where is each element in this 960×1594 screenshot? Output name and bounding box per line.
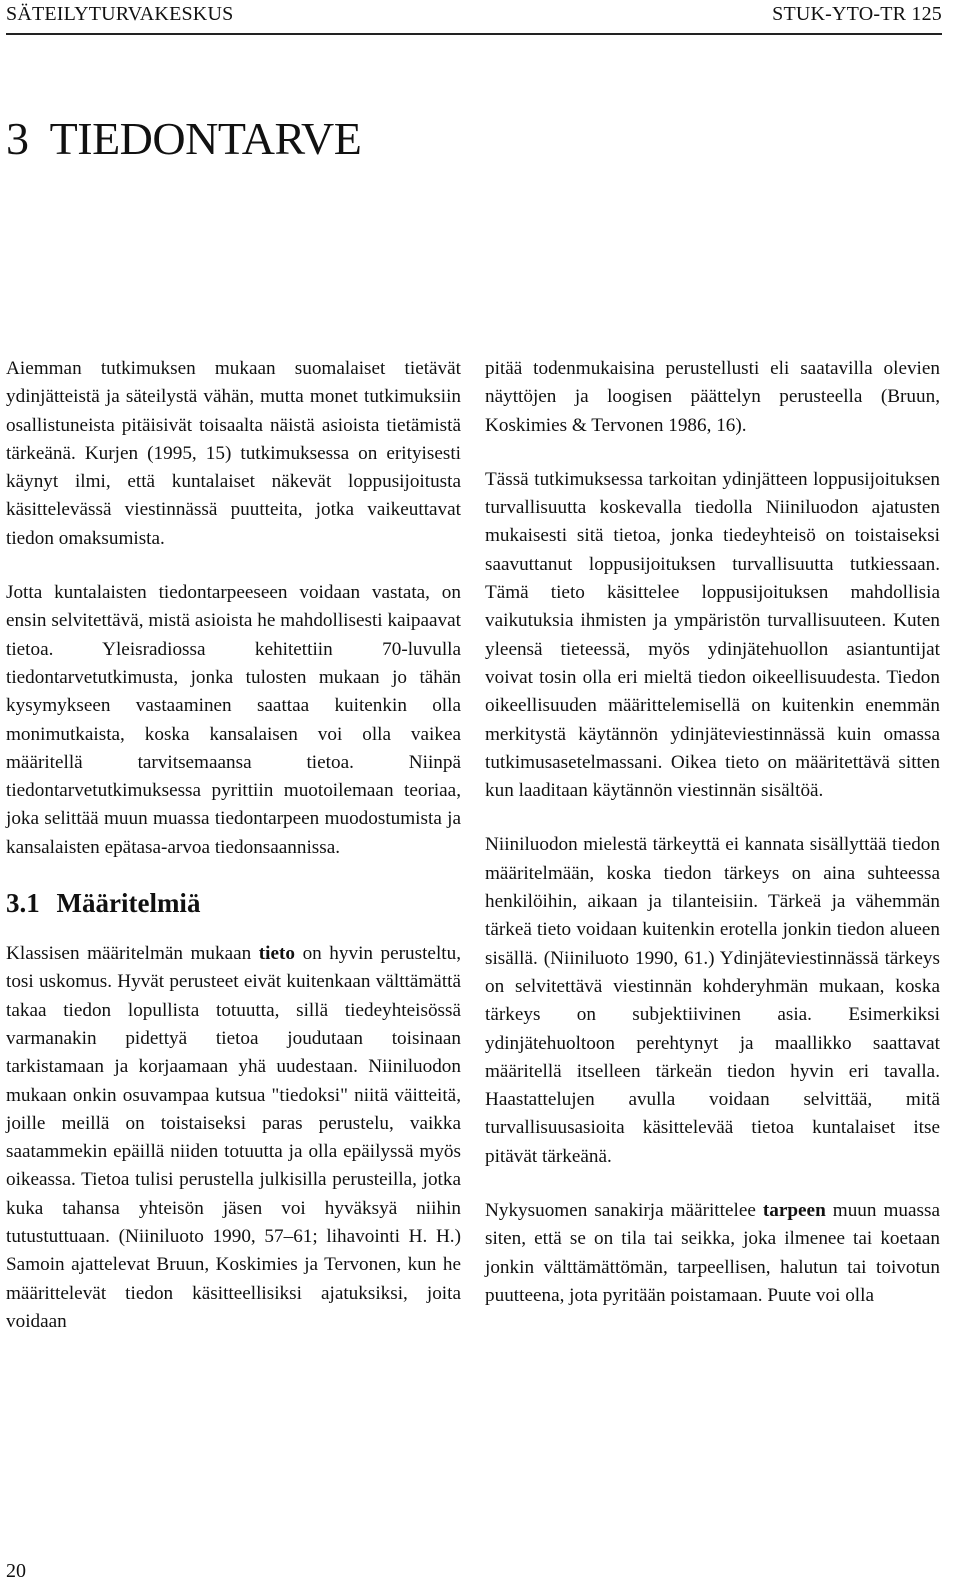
- paragraph: Aiemman tutkimuksen mukaan suomalaiset tietävät ydinjätteistä ja säteilystä vähän, mutta monet tutkimuksiin osallistuneista pitäisivät toisaalta näistä asioista tietämistä tärkeänä. Kurjen (1995, 15) tutkimuksessa on erityisesti käynyt ilmi, että kuntalaiset näkevät loppusijoitusta käsittelevässä viestinnässä puutteita, jotka vaikeuttavat tiedon omaksumista.: [6, 358, 461, 549]
- paragraph-text: on hyvin perusteltu, tosi uskomus. Hyvät perusteet eivät kuitenkaan välttämättä takaa tiedon lopullista totuutta, sillä tiedeyhteisössä varmanakin pidettyä tietoa joudutaan toisinaan tarkistamaan ja korjaamaan yhä uudestaan. Niiniluodon mukaan onkin osuvampaa kutsua "tiedoksi" niitä väitteitä, joille meillä on toistaiseksi paras perustelu, vaikka saatammekin epäillä niiden totuutta ja olla epäilyssä myös oikeassa. Tietoa tulisi perustella julkisilla perusteilla, jotka kuka tahansa yhteisön jäsen voi hyväksyä niihin tutustuttuaan. (Niiniluoto 1990, 57–61; lihavointi H. H.) Samoin ajattelevat Bruun, Koskimies ja Tervonen, kun he määrittelevät tiedon käsitteellisiksi ajatuksiksi, joita voidaan: [6, 943, 461, 1332]
- paragraph-text: Klassisen määritelmän mukaan: [6, 943, 259, 965]
- defined-term: tieto: [258, 943, 296, 965]
- section-title: Määritelmiä: [56, 888, 201, 919]
- paragraph: [6, 940, 461, 1336]
- section-heading: [6, 888, 461, 918]
- header-rule: [6, 33, 942, 35]
- page-number: 20: [6, 1560, 26, 1582]
- left-column: [6, 355, 461, 1336]
- paragraph: [485, 1197, 940, 1310]
- running-header-org: SÄTEILYTURVAKESKUS: [6, 3, 234, 25]
- paragraph-text: muun muassa siten, että se on tila tai seikka, joka ilmenee tai koetaan jonkin välttämättömän, tarpeellisen, halutun tai toivotun puutteena, jota pyritään poistamaan. Puute voi olla: [485, 1200, 940, 1306]
- right-column: [485, 355, 940, 1310]
- running-header-report: STUK-YTO-TR 125: [772, 3, 942, 25]
- paragraph: Jotta kuntalaisten tiedontarpeeseen voidaan vastata, on ensin selvitettävä, mistä asioista he mahdollisesti kaipaavat tietoa. Yleisradiossa kehitettiin 70-luvulla tiedontarvetutkimusta, jonka tulosten mukaan jo tähän kysymykseen vastaaminen saattaa kuitenkin olla monimutkaista, koska kansalaisen voi olla vaikea määritellä tarvitsemaansa tietoa. Niinpä tiedontarvetutkimuksessa pyrittiin muotoilemaan teoriaa, joka selittää muun muassa tiedontarpeen muodostumista ja kansalaisten epätasa-arvoa tiedonsaannissa.: [6, 582, 461, 858]
- section-number: 3.1: [6, 888, 40, 919]
- paragraph: pitää todenmukaisina perustellusti eli saatavilla olevien näyttöjen ja loogisen päättelyn perusteella (Bruun, Koskimies & Tervonen 1986, 16).: [485, 358, 940, 436]
- chapter-title: 3 TIEDONTARVE: [6, 113, 362, 164]
- defined-term: tarpeen: [762, 1200, 826, 1222]
- paragraph-text: Nykysuomen sanakirja määrittelee: [485, 1200, 763, 1222]
- paragraph: Tässä tutkimuksessa tarkoitan ydinjätteen loppusijoituksen turvallisuutta koskevalla tiedolla Niiniluodon ajatusten mukaisesti sitä tietoa, jonka tiedeyhteisö on toistaiseksi saavuttanut loppusijoituksen turvallisuutta tutkiessaan. Tämä tieto käsittelee loppusijoituksen mahdollisia vaikutuksia ihmisten ja ympäristön turvallisuuteen. Kuten yleensä tieteessä, myös ydinjätehuollon asiantuntijat voivat tosin olla eri mieltä tiedon oikeellisuudesta. Tiedon oikeellisuuden määrittelemisellä on kuitenkin enemmän merkitystä käytännön ydinjäteviestinnässä kuin omassa tutkimusasetelmassani. Oikea tieto on määritettävä sitten kun laaditaan käytännön viestinnän sisältöä.: [485, 468, 940, 802]
- paragraph: Niiniluodon mielestä tärkeyttä ei kannata sisällyttää tiedon määritelmään, koska tiedon tärkeys on aina suhteessa henkilöihin, aikaan ja tilanteisiin. Tärkeä ja vähemmän tärkeä tieto voidaan kuitenkin erotella jonkin tiedon alueen sisällä. (Niiniluoto 1990, 61.) Ydinjäteviestinnässä tärkeys on selvitettävä viestinnän kohderyhmän mukaan, koska tärkeys on subjektiivinen asia. Esimerkiksi ydinjätehuoltoon perehtynyt ja maallikko saattavat määritellä itselleen tärkeän tiedon hyvin eri tavalla. Haastattelujen avulla voidaan selvittää, mitä turvallisuusasioita käsittelevää tietoa kuntalaiset itse pitävät tärkeänä.: [485, 834, 940, 1167]
